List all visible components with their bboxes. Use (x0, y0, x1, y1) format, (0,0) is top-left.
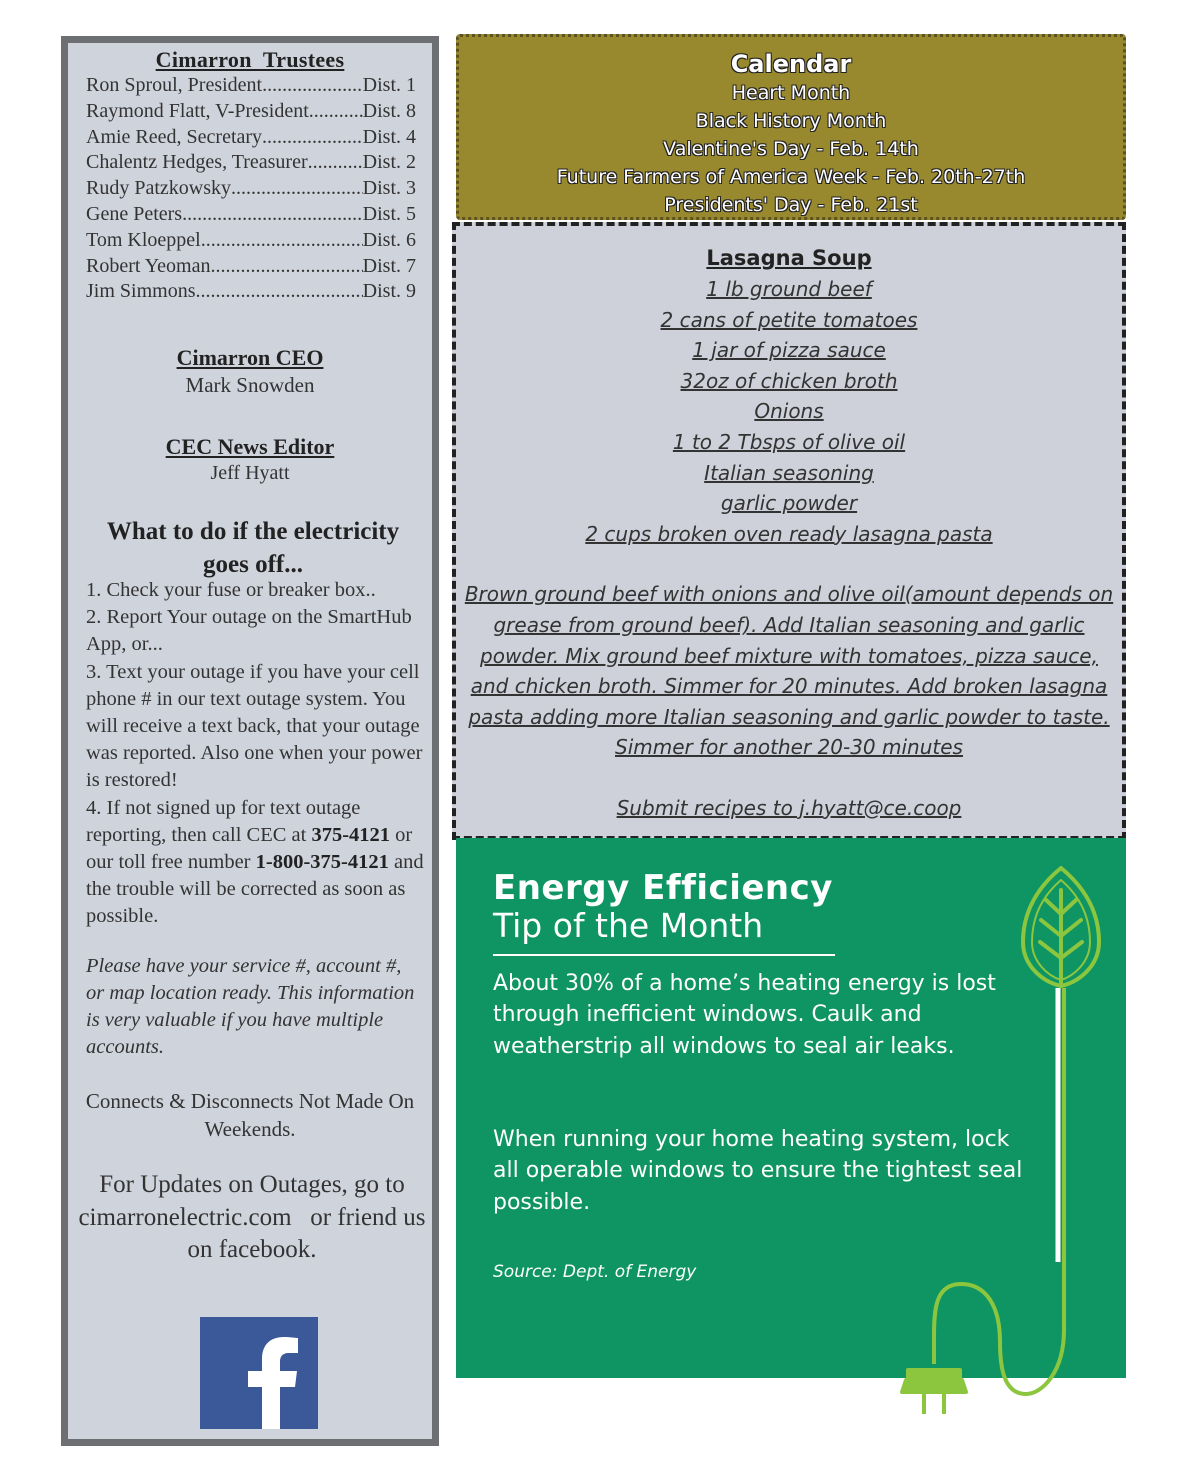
calendar-item: Heart Month (731, 82, 851, 104)
plug-icon (902, 1370, 966, 1414)
submit-recipes-note: Submit recipes to j.hyatt@ce.coop (616, 795, 962, 820)
calendar-item: Presidents' Day - Feb. 21st (664, 194, 918, 216)
trustee-row: Robert Yeoman ..... Dist. 7 (86, 254, 416, 280)
calendar-item: Black History Month (695, 110, 887, 132)
energy-tip-paragraph-1: About 30% of a home’s heating energy is lost through inefficient windows. Caulk and weatherstrip all windows to seal air leaks. (493, 971, 996, 1059)
calendar-item: Future Farmers of America Week - Feb. 20th-27th (556, 166, 1026, 188)
trustee-row: Chalentz Hedges, Treasurer ..... Dist. 2 (86, 150, 416, 176)
editor-block (68, 434, 432, 485)
ceo-heading: Cimarron CEO (176, 345, 324, 370)
leaf-icon (1023, 868, 1099, 986)
cec-phone: 375-4121 (311, 823, 391, 846)
trustees-list (86, 73, 416, 305)
ingredient-item: 1 to 2 Tbsps of olive oil (672, 429, 906, 454)
outage-steps (86, 577, 434, 931)
editor-heading: CEC News Editor (165, 434, 335, 459)
ceo-name: Mark Snowden (185, 373, 315, 397)
energy-source: Source: Dept. of Energy (493, 1262, 697, 1282)
energy-tip-paragraph-2: When running your home heating system, lock all operable windows to ensure the tightest seal possible. (493, 1127, 1023, 1215)
calendar-item: Valentine's Day - Feb. 14th (663, 138, 919, 160)
ingredient-list (456, 274, 1122, 549)
calendar-title: Calendar (730, 50, 852, 78)
facebook-icon[interactable] (200, 1317, 318, 1429)
toll-free-phone: 1-800-375-4121 (255, 851, 389, 874)
ingredient-item: 1 jar of pizza sauce (692, 338, 886, 363)
trustee-row: Ron Sproul, President ..... Dist. 1 (86, 73, 416, 99)
connects-notice: Connects & Disconnects Not Made On Weekends. (85, 1089, 415, 1141)
energy-subtitle: Tip of the Month (493, 906, 764, 945)
account-info-note: Please have your service #, account #, or map location ready. This information is very valuable if you have multiple accounts. (86, 955, 415, 1058)
ingredient-item: garlic powder (720, 491, 858, 516)
recipe-title: Lasagna Soup (706, 246, 872, 270)
ceo-block (68, 345, 432, 398)
ingredient-item: 1 lb ground beef (706, 277, 872, 301)
trustee-row: Raymond Flatt, V-President ..... Dist. 8 (86, 99, 416, 125)
trustee-row: Rudy Patzkowsky ..... Dist. 3 (86, 176, 416, 202)
outage-heading: What to do if the electricity goes off... (106, 518, 400, 578)
trustee-row: Gene Peters ..... Dist. 5 (86, 202, 416, 228)
trustees-heading: Cimarron Trustees (155, 47, 345, 72)
outage-step-3: 3. Text your outage if you have your cell phone # in our text outage system. You will receive a text back, that your outage was reported. Also one when your power is restored! (86, 660, 423, 792)
ingredient-item: 2 cans of petite tomatoes (660, 307, 918, 332)
trustee-row: Jim Simmons ..... Dist. 9 (86, 279, 416, 305)
outage-updates-notice: For Updates on Outages, go to cimarronelectric.com or friend us on facebook. (78, 1171, 432, 1263)
left-info-panel (61, 36, 439, 1446)
recipe-instructions: Brown ground beef with onions and olive oil(amount depends on grease from ground beef). Add Italian seasoning and garlic powder. Mix ground beef mixture with tomatoes, pizza sauce, and chicken broth. Simmer for 20 minutes. Add broken lasagna pasta adding more Italian seasoning and garlic powder to taste. Simmer for another 20-30 minutes (464, 582, 1114, 760)
calendar-box (456, 34, 1126, 220)
energy-title: Energy Efficiency (493, 868, 833, 908)
recipe-box (452, 222, 1126, 840)
outage-step-2: 2. Report Your outage on the SmartHub App, or... (86, 606, 412, 656)
outage-step-1: 1. Check your fuse or breaker box.. (86, 579, 376, 601)
trustee-row: Amie Reed, Secretary ..... Dist. 4 (86, 125, 416, 151)
ingredient-item: Onions (754, 399, 824, 424)
ingredient-item: Italian seasoning (704, 460, 874, 485)
editor-name: Jeff Hyatt (210, 462, 290, 484)
energy-tip-box (456, 838, 1126, 1378)
plug-cord (934, 988, 1064, 1394)
leaf-plug-illustration (456, 838, 1126, 1482)
outage-step-4: 4. If not signed up for text outage reporting, then call CEC at 375-4121 or our toll free number 1-800-375-4121 and the trouble will be corrected as soon as possible. (86, 796, 424, 928)
trustee-row: Tom Kloeppel ..... Dist. 6 (86, 228, 416, 254)
ingredient-item: 2 cups broken oven ready lasagna pasta (585, 521, 993, 546)
ingredient-item: 32oz of chicken broth (680, 368, 898, 393)
